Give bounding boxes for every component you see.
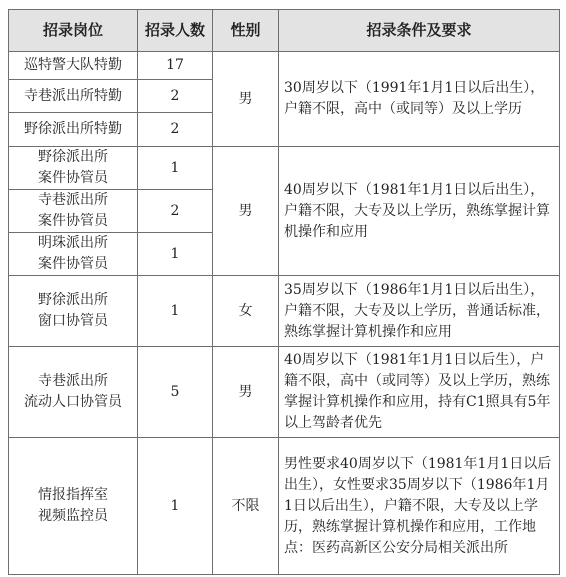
position-cell: 情报指挥室 视频监控员 <box>9 438 138 575</box>
requirement-cell: 40周岁以下（1981年1月1日以后出生），户籍不限，大专及以上学历，熟练掌握计算机操作和应用 <box>279 147 560 276</box>
header-count: 招录人数 <box>138 10 213 52</box>
requirement-cell: 40周岁以下（1981年1月1日以后生），户籍不限，高中（或同等）及以上学历，熟练掌握计算机操作和应用，持有C1照具有5年以上驾龄者优先 <box>279 347 560 438</box>
position-cell: 巡特警大队特勤 <box>9 52 138 80</box>
gender-cell: 男 <box>213 347 279 438</box>
gender-cell: 女 <box>213 276 279 347</box>
position-cell: 寺巷派出所 流动人口协管员 <box>9 347 138 438</box>
count-cell: 2 <box>138 80 213 113</box>
table-row <box>9 147 560 190</box>
count-cell: 1 <box>138 276 213 347</box>
header-gender: 性别 <box>213 10 279 52</box>
count-cell: 5 <box>138 347 213 438</box>
position-cell: 野徐派出所 案件协管员 <box>9 147 138 190</box>
requirement-cell: 男性要求40周岁以下（1981年1月1日以后出生），女性要求35周岁以下（1986年1月1日以后出生），户籍不限，大专及以上学历，熟练掌握计算机操作和应用，工作地点：医药高新区公安分局相关派出所 <box>279 438 560 575</box>
header-row <box>9 10 560 52</box>
gender-cell: 不限 <box>213 438 279 575</box>
count-cell: 1 <box>138 233 213 276</box>
position-cell: 寺巷派出所特勤 <box>9 80 138 113</box>
count-cell: 1 <box>138 438 213 575</box>
count-cell: 2 <box>138 190 213 233</box>
table-row <box>9 276 560 347</box>
position-cell: 寺巷派出所 案件协管员 <box>9 190 138 233</box>
recruitment-table <box>8 9 560 575</box>
gender-cell: 男 <box>213 147 279 276</box>
gender-cell: 男 <box>213 52 279 147</box>
position-cell: 野徐派出所 窗口协管员 <box>9 276 138 347</box>
position-cell: 野徐派出所特勤 <box>9 113 138 147</box>
count-cell: 17 <box>138 52 213 80</box>
table-row <box>9 438 560 575</box>
requirement-cell: 35周岁以下（1986年1月1日以后出生），户籍不限，大专及以上学历，普通话标准，熟练掌握计算机操作和应用 <box>279 276 560 347</box>
header-position: 招录岗位 <box>9 10 138 52</box>
requirement-cell: 30周岁以下（1991年1月1日以后出生），户籍不限，高中（或同等）及以上学历 <box>279 52 560 147</box>
count-cell: 1 <box>138 147 213 190</box>
count-cell: 2 <box>138 113 213 147</box>
table-row <box>9 52 560 80</box>
position-cell: 明珠派出所 案件协管员 <box>9 233 138 276</box>
header-requirements: 招录条件及要求 <box>279 10 560 52</box>
table-row <box>9 347 560 438</box>
